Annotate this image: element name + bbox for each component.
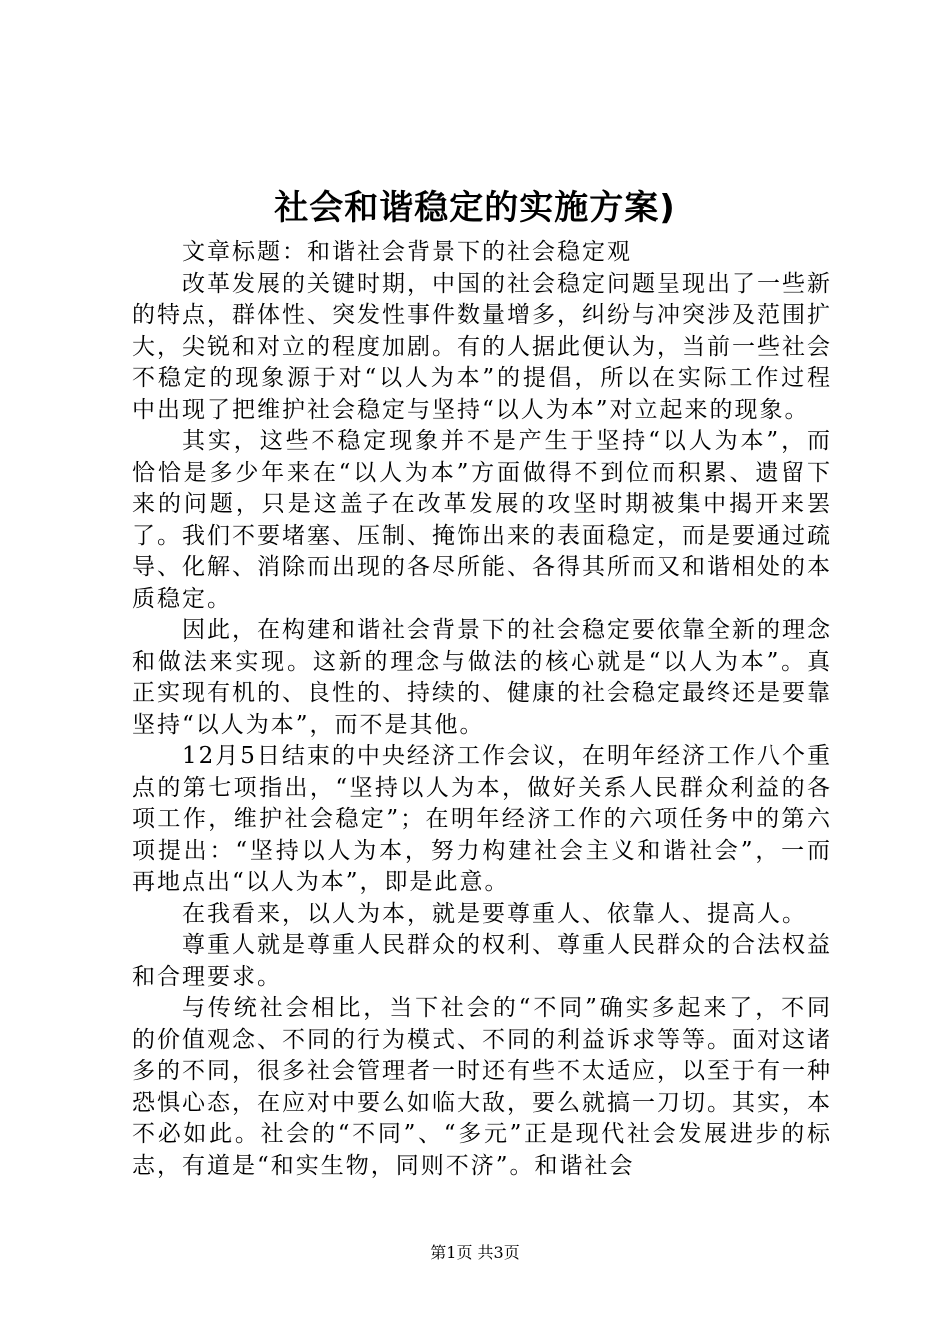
paragraph: 改革发展的关键时期，中国的社会稳定问题呈现出了一些新的特点，群体性、突发性事件数量增多，纠纷与冲突涉及范围扩大，尖锐和对立的程度加剧。有的人据此便认为，当前一些社会不稳定的现象源于对“以人为本”的提倡，所以在实际工作过程中出现了把维护社会稳定与坚持“以人为本”对立起来的现象。 [132, 270, 832, 423]
article-heading-line: 文章标题：和谐社会背景下的社会稳定观 [182, 239, 632, 265]
page-number-footer: 第1页 共3页 [430, 1243, 520, 1262]
paragraph: 因此，在构建和谐社会背景下的社会稳定要依靠全新的理念和做法来实现。这新的理念与做法的核心就是“以人为本”。真正实现有机的、良性的、持续的、健康的社会稳定最终还是要靠坚持“以人为本”，而不是其他。 [132, 617, 832, 738]
paragraph: 在我看来，以人为本，就是要尊重人、依靠人、提高人。 [182, 900, 807, 927]
paragraph: 12月5日结束的中央经济工作会议，在明年经济工作八个重点的第七项指出，“坚持以人为本，做好关系人民群众利益的各项工作，维护社会稳定”；在明年经济工作的六项任务中的第六项提出：“坚持以人为本，努力构建社会主义和谐社会”，一而再地点出“以人为本”，即是此意。 [132, 743, 832, 895]
paragraph: 与传统社会相比，当下社会的“不同”确实多起来了，不同的价值观念、不同的行为模式、不同的利益诉求等等。面对这诸多的不同，很多社会管理者一时还有些不太适应，以至于有一种恐惧心态，在应对中要么如临大敌，要么就搞一刀切。其实，本不必如此。社会的“不同”、“多元”正是现代社会发展进步的标志，有道是“和实生物，同则不济”。和谐社会 [132, 995, 832, 1179]
document-body [132, 237, 832, 1182]
paragraph: 其实，这些不稳定现象并不是产生于坚持“以人为本”，而恰恰是多少年来在“以人为本”方面做得不到位而积累、遗留下来的问题，只是这盖子在改革发展的攻坚时期被集中揭开来罢了。我们不要堵塞、压制、掩饰出来的表面稳定，而是要通过疏导、化解、消除而出现的各尽所能、各得其所而又和谐相处的本质稳定。 [132, 428, 832, 612]
paragraph: 尊重人就是尊重人民群众的权利、尊重人民群众的合法权益和合理要求。 [132, 932, 832, 990]
page-title: 社会和谐稳定的实施方案) [274, 188, 676, 228]
